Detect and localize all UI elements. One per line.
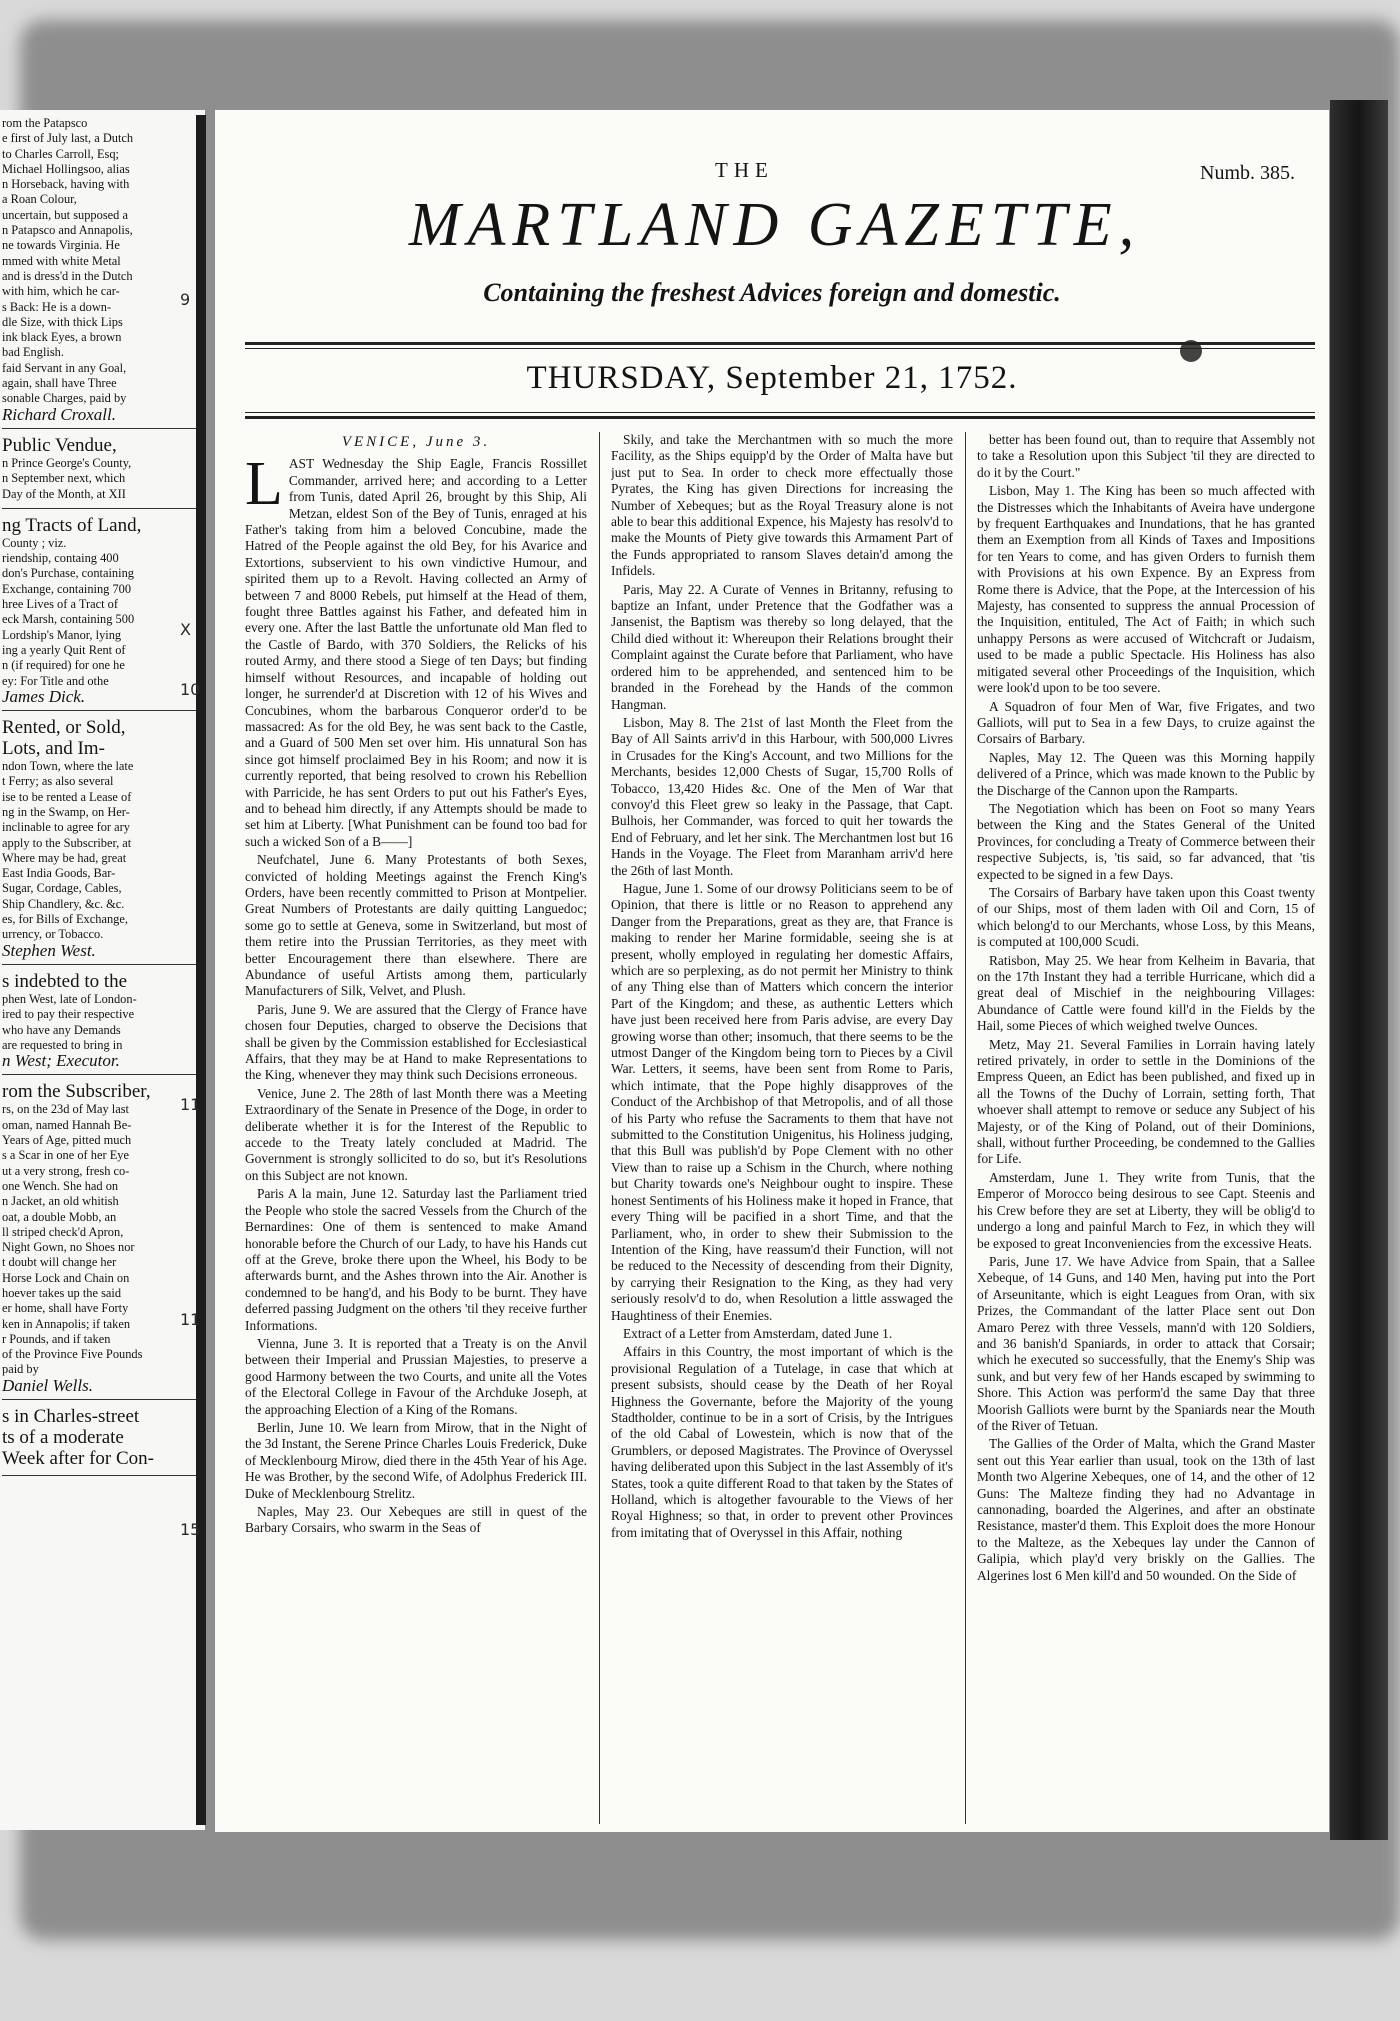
ad-signature: Richard Croxall.	[2, 404, 116, 424]
ad-line: Horse Lock and Chain on	[2, 1270, 130, 1285]
column-divider	[599, 432, 600, 1824]
column-divider	[965, 432, 966, 1824]
ad-line: and is dress'd in the Dutch	[2, 268, 133, 283]
ad-line: one Wench. She had on	[2, 1178, 119, 1193]
drop-cap: L	[245, 450, 283, 519]
ad-signature: n West; Executor.	[2, 1051, 120, 1071]
ad-heading: Lots, and Im-	[2, 738, 105, 760]
masthead-rule-top	[245, 342, 1315, 345]
news-paragraph: Naples, May 12. The Queen was this Morning happily delivered of a Prince, which was made known to the Public by the Discharge of the Cannon upon the Ramparts.	[977, 749, 1315, 798]
ad-heading: Rented, or Sold,	[2, 717, 126, 739]
margin-number: 11	[180, 1310, 201, 1329]
ad-line: inclinable to agree for ary	[2, 820, 130, 835]
news-paragraph: Naples, May 23. Our Xebeques are still in quest of the Barbary Corsairs, who swarm in the Seas of	[245, 1504, 587, 1536]
ad-line: Day of the Month, at XII	[2, 486, 126, 501]
ad-line: ll striped check'd Apron,	[2, 1224, 124, 1239]
ad-line: dle Size, with thick Lips	[2, 314, 123, 329]
newspaper-subtitle: Containing the freshest Advices foreign and domestic.	[483, 278, 1061, 307]
ad-line: Ship Chandlery, &c. &c.	[2, 896, 125, 911]
news-paragraph: Amsterdam, June 1. They write from Tunis, that the Emperor of Morocco being desirous to see Capt. Steenis and his Crew before they are set at Liberty, they will be oblig'd to undergo a long and painful March to Fez, in which they will be exposed to great Inconveniencies from the excessive Heats.	[977, 1169, 1315, 1251]
ad-line: mmed with white Metal	[2, 253, 121, 268]
ink-blot	[1180, 340, 1202, 362]
news-paragraph: The Gallies of the Order of Malta, which the Grand Master sent out this Year earlier than usual, took on the 13th of last Month two Algerine Xebeques, one of 14, and the other of 12 Guns: The Malteze finding they had no Advantage in cannonading, boarded the Algerines, and after an obstinate Resistance, master'd them. This Exploit does the more Honour to the Malteze, as the Xebeques lay under the Cannon of Galipia, which play'd very briskly on the Gallies. The Algerines lost 6 Men kill'd and 50 wounded. On the Side of	[977, 1436, 1315, 1583]
ad-line: Where may be had, great	[2, 850, 127, 865]
book-spine	[1330, 100, 1388, 1840]
masthead-rule-top-thin	[245, 348, 1315, 349]
ad-line: r Pounds, and if taken	[2, 1331, 111, 1346]
ad-line: ise to be rented a Lease of	[2, 789, 132, 804]
ad-line: Years of Age, pitted much	[2, 1133, 132, 1148]
ad-line: urrency, or Tobacco.	[2, 927, 104, 942]
ad-line: er home, shall have Forty	[2, 1301, 129, 1316]
ad-line: rom the Patapsco	[2, 116, 88, 130]
dateline-rule-thin	[245, 412, 1315, 413]
ad-line: n (if required) for one he	[2, 658, 125, 673]
news-columns	[245, 432, 1315, 1824]
ad-line: t Ferry; as also several	[2, 774, 114, 789]
ad-line: oat, a double Mobb, an	[2, 1209, 117, 1224]
ad-line: East India Goods, Bar-	[2, 866, 116, 881]
news-paragraph: Ratisbon, May 25. We hear from Kelheim in Bavaria, that on the 17th Instant they had a terrible Hurricane, which did a great deal of Mischief in the neighbouring Villages: Abundance of Cattle were found kill'd in the Fields by the Hail, some Pieces of which weighed twelve Ounces.	[977, 952, 1315, 1034]
column-dateline: VENICE, June 3.	[341, 434, 491, 450]
ad-line: riendship, containg 400	[2, 551, 119, 566]
masthead-the: THE	[715, 158, 774, 182]
newspaper-title: MARTLAND GAZETTE,	[408, 191, 1142, 259]
ad-heading: Week after for Con-	[2, 1448, 154, 1470]
news-paragraph: A Squadron of four Men of War, five Frigates, and two Galliots, will put to Sea in a few Days, to cruize against the Corsairs of Barbary.	[977, 698, 1315, 747]
ad-line: n September next, which	[2, 471, 126, 486]
advertisement	[2, 711, 205, 965]
ad-line: uncertain, but supposed a	[2, 207, 128, 222]
margin-number: X	[180, 620, 191, 639]
ad-line: Michael Hollingsoo, alias	[2, 161, 130, 176]
ad-line: ne towards Virginia. He	[2, 238, 120, 253]
news-paragraph: The Negotiation which has been on Foot so many Years between the King and the States General of the United Provinces, for concluding a Treaty of Commerce between their respective Subjects, is, 'tis said, so far advanced, that 'tis expected to be signed in a few Days.	[977, 800, 1315, 882]
ad-line: paid by	[2, 1362, 39, 1377]
advertisement	[2, 110, 205, 429]
advertisement	[2, 965, 205, 1075]
ad-heading: ts of a moderate	[2, 1427, 124, 1449]
ad-line: County ; viz.	[2, 535, 67, 550]
news-paragraph: Lisbon, May 1. The King has been so much affected with the Distresses which the Inhabitants of Aveira have undergone by frequent Earthquakes and Inundations, that he has granted them an Exemption from all Kinds of Taxes and Impositions for ten Years to come, and has given Orders to furnish them with Provisions at his own Expence. By an Express from Rome there is Advice, that the Pope, at the Intercession of his Majesty, has consented to suppress the annual Procession of the Inquisition, entituled, The Act of Faith; in which such unhappy Persons as were accused of Witchcraft or Judaism, used to be made a public Spectacle. His Holiness has also mitigated several other Proceedings of the Inquisition, which were look'd upon to be too severe.	[977, 483, 1315, 696]
ad-line: n Jacket, an old whitish	[2, 1194, 119, 1209]
advertisement	[2, 429, 205, 509]
news-paragraph: Vienna, June 3. It is reported that a Treaty is on the Anvil between their Imperial and Prussian Majesties, to preserve a good Harmony between the two Courts, and unite all the Votes of the Electoral College in Favour of the Archduke Joseph, at the approaching Election of a King of the Romans.	[245, 1335, 587, 1417]
news-paragraph: Paris A la main, June 12. Saturday last the Parliament tried the People who stole the sacred Vessels from the Church of the Bernardines: One of them is sentenced to make Amand honorable before the Church of our Lady, to have his Hands cut off at the Greve, broke there upon the Wheel, his Body to be afterwards burnt, and the Ashes thrown into the Air. Another is condemned to be hang'd, and his Body to be burnt. They have deferred passing Judgment on the others 'til they receive further Informations.	[245, 1186, 587, 1333]
news-paragraph: Affairs in this Country, the most important of which is the provisional Regulation of a Tutelage, in case that which at present subsists, should cease by the Death of her Royal Highness the Governante, before the Majority of the young Stadtholder, continue to be in a sort of Crisis, by the Intrigues of the old Cabal of Lowestein, which is now that of the Grumblers, or deposed Magistrates. The Province of Overyssel having deliberated upon this Subject in the last Assembly of it's States, took a quite different Road to that taken by the States of Holland, which is altogether favourable to the Views of her Royal Highness; so that, in order to prevent other Provinces from imitating that of Overyssel in this Affair, nothing	[611, 1344, 953, 1540]
news-paragraph: Skily, and take the Merchantmen with so much the more Facility, as the Ships equipp'd by the Order of Malta have but just put to Sea. In order to check more effectually those Pyrates, the King has given Directions for increasing the Number of Xebeques; but as the Royal Treasury alone is not able to bear this additional Expence, his Majesty has resolv'd to make the Mounts of Piety give towards this Armament Part of the Funds appropriated to ransom Slaves detain'd among the Infidels.	[611, 432, 953, 579]
news-column-2	[611, 432, 953, 1824]
ad-line: ut a very strong, fresh co-	[2, 1163, 130, 1178]
ad-line: ing a yearly Quit Rent of	[2, 642, 126, 657]
news-paragraph: Metz, May 21. Several Families in Lorrain having lately retired privately, in order to settle in the Dominions of the Empress Queen, an Edict has been published, and fixed up in all the Towns of the Duchy of Lorrain, setting forth, That whoever shall attempt to remove or seduce any Subject of his Majesty, or of the King of Poland, out of their Dominions, shall, without further Proceeding, be condemned to the Gallies for Life.	[977, 1036, 1315, 1167]
news-column-3	[977, 432, 1315, 1824]
dateline-rule-bottom	[245, 416, 1315, 419]
news-paragraph: Paris, June 9. We are assured that the Clergy of France have chosen four Deputies, charged to observe the Decisions that shall be given by the Commission established for Ecclesiastical Affairs, that they may be at Hand to make Representations to the King, whenever they may think such Decisions erroneous.	[245, 1001, 587, 1083]
ad-line: a Roan Colour,	[2, 192, 77, 207]
ad-line: ndon Town, where the late	[2, 759, 134, 774]
ad-line: ired to pay their respective	[2, 1007, 135, 1022]
ad-line: phen West, late of London-	[2, 991, 137, 1006]
ad-line: of the Province Five Pounds	[2, 1347, 143, 1362]
ad-line: t doubt will change her	[2, 1255, 117, 1270]
ad-line: with him, which he car-	[2, 284, 120, 299]
ad-line: e first of July last, a Dutch	[2, 131, 134, 146]
ad-line: to Charles Carroll, Esq;	[2, 146, 120, 161]
news-paragraph: Neufchatel, June 6. Many Protestants of both Sexes, convicted of holding Meetings against the French King's Orders, have been recently committed to Prison at Montpelier. Great Numbers of Protestants are daily quitting Languedoc; some go to settle at Geneva, some in Switzerland, but most of them retire into the Prussian Territories, as they meet with better Encouragement there than elsewhere. There are Abundance of useful Artists among them, particularly Manufacturers of Silk, Velvet, and Plush.	[245, 852, 587, 999]
margin-number: 11	[180, 1095, 201, 1114]
advertisement	[2, 1075, 205, 1400]
ad-line: bad English.	[2, 345, 64, 360]
news-paragraph: Lisbon, May 8. The 21st of last Month the Fleet from the Bay of All Saints arriv'd in this Harbour, with 500,000 Livres in Crusades for the King's Account, and two Millions for the Merchants, besides 12,000 Chests of Sugar, 15,700 Rolls of Tobacco, 13,420 Hides &c. One of the Men of War that convoy'd this Fleet grew so leaky in the Passage, that Capt. Bulhois, her Commander, was forced to quit her towards the End of February, and let her sink. The Merchantmen lost but 16 Hands in the Voyage. The Fleet from Maranham arriv'd here the 26th of last Month.	[611, 714, 953, 878]
issue-number: Numb. 385.	[1200, 162, 1295, 184]
gazette-page	[214, 110, 1329, 1832]
advertisement	[2, 1400, 205, 1476]
news-paragraph: Extract of a Letter from Amsterdam, dated June 1.	[623, 1325, 893, 1341]
ad-line: rs, on the 23d of May last	[2, 1102, 129, 1117]
news-paragraph: The Corsairs of Barbary have taken upon this Coast twenty of our Ships, most of them laden with Oil and Corn, 15 of which belong'd to our Merchants, whose Loss, by this Means, is computed at 100,000 Scudi.	[977, 884, 1315, 950]
ad-line: ey: For Title and othe	[2, 673, 109, 688]
news-paragraph: Paris, June 17. We have Advice from Spain, that a Sallee Xebeque, of 14 Guns, and 140 Men, having put into the Port of Arseunitante, which is eight Leagues from Oran, with six Prizes, the Commandant of the latter Place sent out Don Amaro Perez with three Vessels, mann'd with 120 Soldiers, and 36 banish'd Spaniards, in order to attack that Corsair; which he executed so successfully, that the Enemy's Ship was sunk, and but very few of her Hands escaped by swimming to Shore. This Action was perform'd the same Day that three Moorish Galliots were burnt by the Spaniards near the Mouth of the River of Tetuan.	[977, 1253, 1315, 1433]
news-paragraph: Paris, May 22. A Curate of Vennes in Britanny, refusing to baptize an Infant, under Pretence that the Godfather was a Jansenist, the Baptism was thereby so long delayed, that the Child died without it: Whereupon their Relations brought their Complaint against the Curate before that Parliament, who have ordered him to be apprehended, and sentenced him to be branded in the Forehead by the Hands of the common Hangman.	[611, 581, 953, 712]
ad-signature: Daniel Wells.	[2, 1375, 93, 1395]
ad-heading: Public Vendue,	[2, 434, 117, 456]
advertisement	[2, 509, 205, 711]
ad-line: oman, named Hannah Be-	[2, 1117, 132, 1132]
ad-line: es, for Bills of Exchange,	[2, 912, 128, 927]
ad-line: ink black Eyes, a brown	[2, 330, 122, 345]
ad-line: hoever takes up the said	[2, 1286, 122, 1300]
ad-line: s a Scar in one of her Eye	[2, 1148, 129, 1163]
ad-heading: s in Charles-street	[2, 1406, 140, 1428]
margin-annotations	[180, 120, 214, 1820]
ad-line: Exchange, containing 700	[2, 581, 132, 596]
ad-line: are requested to bring in	[2, 1037, 123, 1052]
ad-line: Sugar, Cordage, Cables,	[2, 881, 122, 896]
left-facing-page	[0, 110, 205, 1830]
ad-heading: ng Tracts of Land,	[2, 514, 142, 536]
ad-heading: s indebted to the	[2, 970, 128, 992]
ad-line: n Horseback, having with	[2, 177, 130, 192]
ad-signature: Stephen West.	[2, 940, 96, 960]
issue-date: THURSDAY, September 21, 1752.	[526, 360, 1018, 396]
news-paragraph: Venice, June 2. The 28th of last Month there was a Meeting Extraordinary of the Senate in Presence of the Doge, in order to deliberate whether it is for the Interest of the Republic to accede to the Treaty lately concluded at Madrid. The Government is strongly sollicited to do so, but it's Resolutions on this Subject are not known.	[245, 1085, 587, 1183]
ad-line: ng in the Swamp, on Her-	[2, 804, 130, 819]
ad-line: don's Purchase, containing	[2, 566, 134, 581]
ad-line: Lordship's Manor, lying	[2, 627, 122, 642]
ad-line: sonable Charges, paid by	[2, 391, 127, 406]
news-paragraph: better has been found out, than to require that Assembly not to take a Resolution upon this Subject 'til they are directed to do it by the Court."	[977, 432, 1315, 480]
news-paragraph: Berlin, June 10. We learn from Mirow, that in the Night of the 3d Instant, the Serene Prince Charles Louis Frederick, Duke of Mecklenbourg Mirow, died there in the 45th Year of his Age. He was Brother, by the second Wife, of Adolphus Frederick III. Duke of Mecklenbourg Strelitz.	[245, 1419, 587, 1501]
ad-line: eck Marsh, containing 500	[2, 612, 135, 627]
ad-line: hree Lives of a Tract of	[2, 597, 118, 612]
ad-line: who have any Demands	[2, 1022, 121, 1037]
ad-line: n Patapsco and Annapolis,	[2, 223, 133, 238]
news-column-1	[245, 432, 587, 1824]
masthead	[215, 110, 1329, 430]
margin-number: 15	[180, 1520, 201, 1539]
ad-line: ken in Annapolis; if taken	[2, 1316, 131, 1331]
ad-line: n Prince George's County,	[2, 455, 132, 470]
margin-number: 10	[180, 680, 201, 699]
ad-heading: rom the Subscriber,	[2, 1081, 151, 1103]
news-paragraph: Hague, June 1. Some of our drowsy Politicians seem to be of Opinion, that there is little or no Reason to apprehend any Danger from the Preparations, great as they are, that France is making to render her Marine formidable, seeing she is at present, wholly employed in regulating her domestic Affairs, which are so perplexing, as do not permit her Ministry to think of any Thing else than of Matters which concern the interior Part of the Kingdom; and these, as authentic Letters which have just been received here from Paris advise, are every Day growing worse than other; insomuch, that there seems to be the utmost Danger of the Kingdom being torn to Pieces by a Civil War. Letters, it seems, have been sent from Rome to Paris, which intimate, that the Pope highly disapproves of the Conduct of the Archbishop of that Metropolis, and of all those of his Party who refuse the Sacraments to them that have not submitted to the Constitution Unigenitus, his Holiness judging, that this Bull was publish'd by Pope Clement with no other View than to raise up a Schism in the Church, where nothing but Charity towards one's Neighbour ought to inspire. These honest Sentiments of his Holiness make it hoped in France, that every Thing will be pacified in a short Time, and that the Parliament, who, in order to shew their Submission to the Intention of the King, have reassum'd their Function, will not be reduced to the Necessity of descending from their Dignity, by carrying their Resignation to the King, as they had very seriously resolv'd to do, when Resolution a little asswaged the Haughtiness of their Enemies.	[611, 880, 953, 1323]
news-paragraph: AST Wednesday the Ship Eagle, Francis Rossillet Commander, arrived here; and according to a Letter from Tunis, dated April 26, brought by this Ship, Ali Metzan, eldest Son of the Bey of Tunis, enraged at his Father's taking from him a beloved Concubine, made the Hatred of the People against the old Bey, for his Avarice and Extortions, subservient to his own vindictive Humour, and spirited them up to a Revolt. Having collected an Army of between 7 and 8000 Rebels, put himself at the Head of them, fought three Battles against his Father, and defeated him in every one. After the last Battle the unfortunate old Man fled to the Castle of Bardo, with 370 Soldiers, the Relicks of his routed Army, and there stood a Siege of ten Days; but finding himself without Resources, and incapable of holding out longer, he surrender'd at Discretion with 12 of his Wives and Concubines, whom the barbarous Conqueror order'd to be massacred: As for the old Bey, he was sent back to the Castle, and a Guard of 500 Men set over him. His unnatural Son has since got himself proclaimed Bey in his Room; and now it is currently reported, that being resolved to crown his Rebellion with Parricide, he has sent Orders to put out his Father's Eyes, and to behead him directly, if any Attempts should be made to set him at Liberty. [What Punishment can be found too bad for such a wicked Son of a B——]	[245, 456, 587, 849]
ad-signature: James Dick.	[2, 686, 86, 706]
ad-line: Night Gown, no Shoes nor	[2, 1240, 135, 1255]
margin-number: 9	[180, 290, 191, 309]
ad-line: apply to the Subscriber, at	[2, 835, 132, 850]
ad-line: again, shall have Three	[2, 376, 117, 391]
ad-line: s Back: He is a down-	[2, 299, 112, 314]
ad-line: faid Servant in any Goal,	[2, 360, 127, 375]
